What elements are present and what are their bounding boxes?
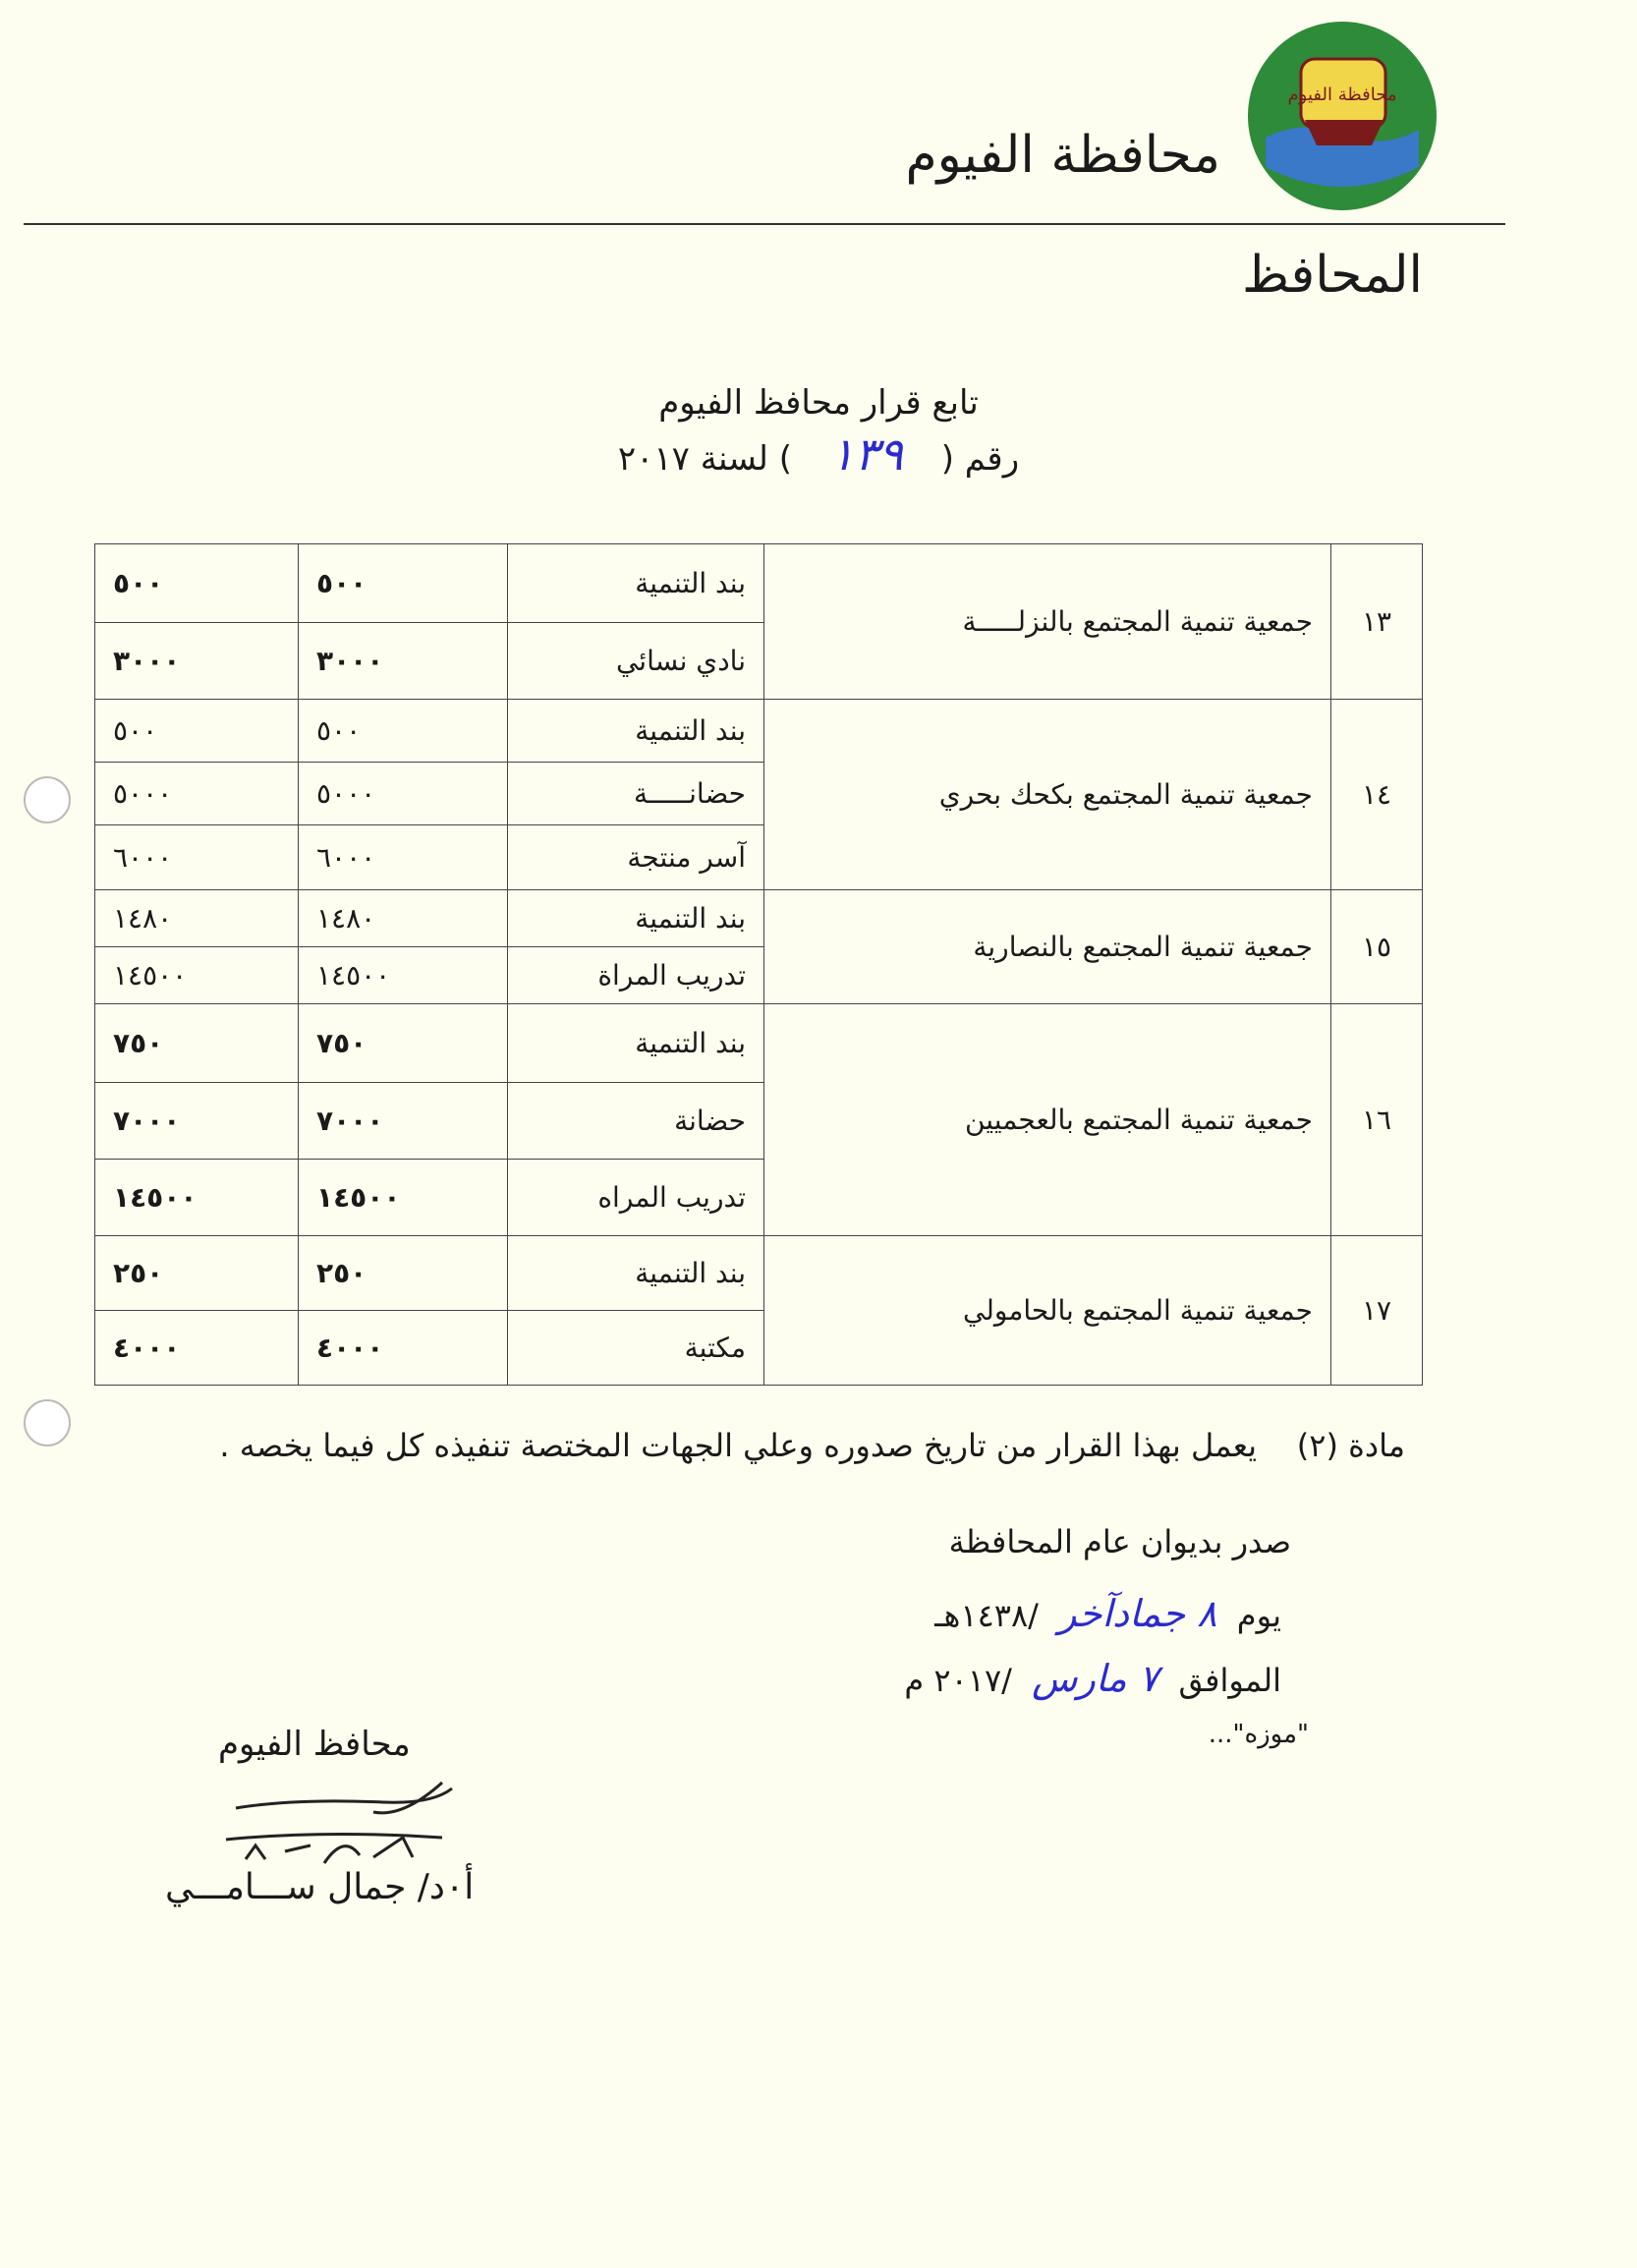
association-name: جمعية تنمية المجتمع بكحك بحري	[764, 700, 1331, 890]
article-label: مادة (٢)	[1296, 1427, 1405, 1464]
allocations-table	[94, 543, 1423, 1386]
amount-approved: ٥٠٠	[299, 544, 508, 623]
amount-approved: ٥٠٠	[299, 700, 508, 763]
item-label: بند التنمية	[508, 890, 764, 947]
association-name: جمعية تنمية المجتمع بالنزلـــــة	[764, 544, 1331, 700]
amount-disbursed: ٥٠٠٠	[95, 763, 299, 825]
item-label: بند التنمية	[508, 544, 764, 623]
signature-title: محافظ الفيوم	[218, 1725, 411, 1764]
signatory-name: أ٠د/ جمال ســـامـــي	[165, 1867, 475, 1907]
handwritten-gregorian-date: ٧ مارس	[1032, 1657, 1159, 1700]
amount-approved: ٣٠٠٠	[299, 623, 508, 700]
table-row	[95, 544, 1423, 623]
amount-approved: ٤٠٠٠	[299, 1311, 508, 1386]
decision-number-line	[0, 427, 1637, 481]
association-name: جمعية تنمية المجتمع بالنصارية	[764, 890, 1331, 1004]
day-label: يوم	[1236, 1597, 1281, 1634]
hijri-year: /١٤٣٨هـ	[934, 1597, 1039, 1634]
svg-text:محافظة الفيوم: محافظة الفيوم	[1287, 85, 1397, 105]
issued-at: صدر بديوان عام المحافظة	[948, 1523, 1291, 1560]
amount-disbursed: ٥٠٠	[95, 544, 299, 623]
item-label: آسر منتجة	[508, 825, 764, 890]
hijri-date-line	[934, 1592, 1281, 1635]
item-label: بند التنمية	[508, 700, 764, 763]
amount-disbursed: ٧٠٠٠	[95, 1083, 299, 1160]
amount-approved: ٥٠٠٠	[299, 763, 508, 825]
amount-approved: ٧٥٠	[299, 1004, 508, 1083]
gregorian-date-line	[904, 1657, 1281, 1700]
association-name: جمعية تنمية المجتمع بالحامولي	[764, 1236, 1331, 1386]
table-row	[95, 1004, 1423, 1083]
corresponding-label: الموافق	[1178, 1662, 1281, 1699]
item-label: بند التنمية	[508, 1004, 764, 1083]
amount-disbursed: ٦٠٠٠	[95, 825, 299, 890]
governorate-logo	[1246, 20, 1439, 212]
row-number: ١٧	[1331, 1236, 1423, 1386]
association-name: جمعية تنمية المجتمع بالعجميين	[764, 1004, 1331, 1236]
gregorian-year: /٢٠١٧ م	[904, 1662, 1012, 1699]
amount-disbursed: ١٤٨٠	[95, 890, 299, 947]
item-label: مكتبة	[508, 1311, 764, 1386]
item-label: تدريب المراه	[508, 1160, 764, 1236]
table-row	[95, 890, 1423, 947]
item-label: حضانة	[508, 1083, 764, 1160]
typist-initials: "موزه"...	[1208, 1720, 1309, 1749]
amount-approved: ١٤٨٠	[299, 890, 508, 947]
handwritten-hijri-date: ٨ جمادآخر	[1058, 1592, 1217, 1635]
amount-disbursed: ٣٠٠٠	[95, 623, 299, 700]
row-number: ١٥	[1331, 890, 1423, 1004]
decision-title: تابع قرار محافظ الفيوم	[658, 383, 979, 423]
amount-disbursed: ٧٥٠	[95, 1004, 299, 1083]
amount-approved: ٢٥٠	[299, 1236, 508, 1311]
row-number: ١٦	[1331, 1004, 1423, 1236]
header-divider	[24, 223, 1505, 225]
amount-disbursed: ٥٠٠	[95, 700, 299, 763]
year-label: ) لسنة ٢٠١٧	[617, 439, 792, 479]
handwritten-number: ١٣٩	[829, 427, 903, 481]
item-label: بند التنمية	[508, 1236, 764, 1311]
header-title: محافظة الفيوم	[905, 126, 1220, 185]
amount-disbursed: ٢٥٠	[95, 1236, 299, 1311]
amount-disbursed: ١٤٥٠٠	[95, 947, 299, 1004]
number-label: رقم (	[940, 439, 1020, 479]
amount-approved: ١٤٥٠٠	[299, 1160, 508, 1236]
amount-disbursed: ١٤٥٠٠	[95, 1160, 299, 1236]
amount-approved: ٧٠٠٠	[299, 1083, 508, 1160]
item-label: تدريب المراة	[508, 947, 764, 1004]
office-title: المحافظ	[1242, 246, 1423, 305]
amount-approved: ١٤٥٠٠	[299, 947, 508, 1004]
amount-disbursed: ٤٠٠٠	[95, 1311, 299, 1386]
table-row	[95, 700, 1423, 763]
row-number: ١٤	[1331, 700, 1423, 890]
table-row	[95, 1236, 1423, 1311]
amount-approved: ٦٠٠٠	[299, 825, 508, 890]
punch-hole	[24, 1399, 71, 1446]
item-label: نادي نسائي	[508, 623, 764, 700]
article-2	[219, 1427, 1405, 1464]
item-label: حضانـــــة	[508, 763, 764, 825]
row-number: ١٣	[1331, 544, 1423, 700]
punch-hole	[24, 776, 71, 823]
article-text: يعمل بهذا القرار من تاريخ صدوره وعلي الجهات المختصة تنفيذه كل فيما يخصه .	[219, 1427, 1258, 1464]
